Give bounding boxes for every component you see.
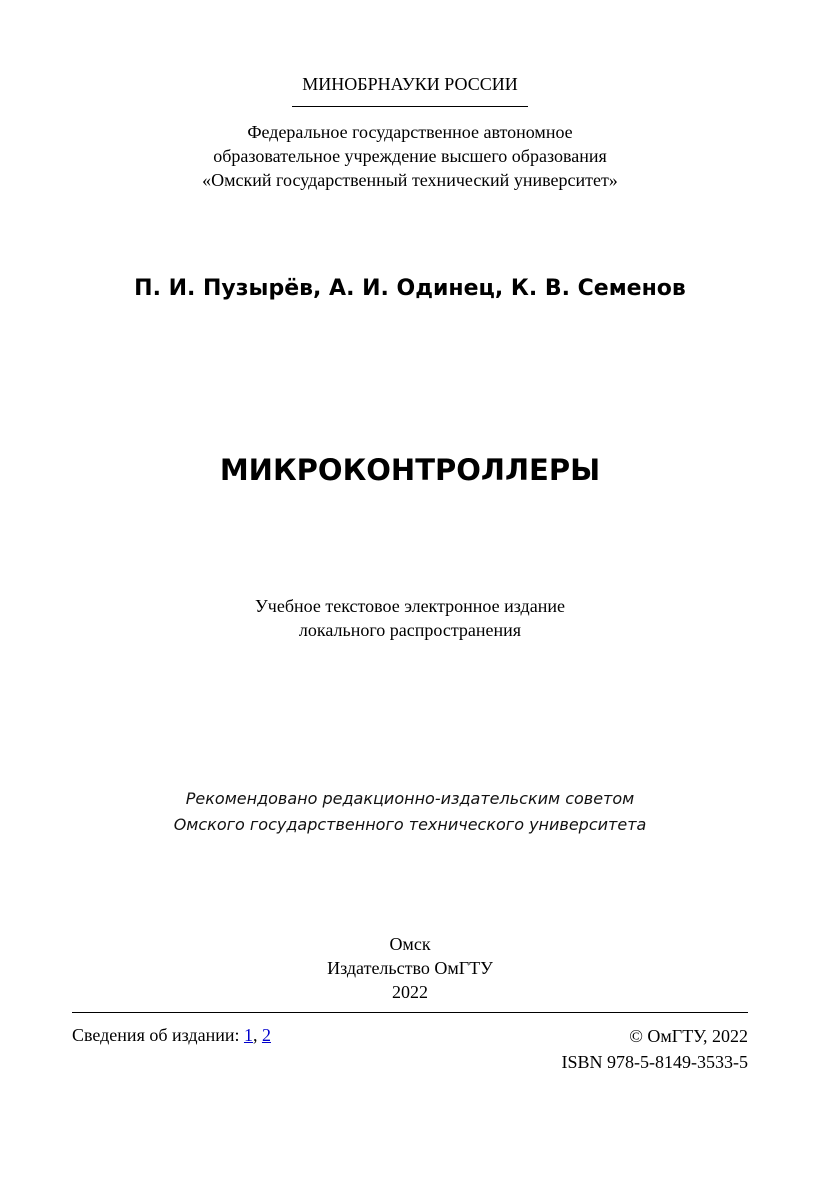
institution-line: «Омский государственный технический университет» [202, 170, 618, 190]
edition-info-link-2[interactable]: 2 [261, 1025, 271, 1045]
footer-divider [72, 1012, 748, 1013]
ministry-underline [292, 106, 528, 107]
institution-line: Федеральное государственное автономное [247, 122, 573, 142]
edition-type [0, 594, 820, 642]
edition-type-line: Учебное текстовое электронное издание [255, 596, 565, 616]
recommendation-line: Омского государственного технического университета [173, 815, 647, 834]
isbn: ISBN 978-5-8149-3533-5 [561, 1052, 748, 1072]
ministry-name: МИНОБРНАУКИ РОССИИ [302, 74, 518, 94]
imprint [0, 932, 820, 1004]
link-separator: , [252, 1025, 262, 1045]
copyright-block [562, 1023, 749, 1075]
institution-line: образовательное учреждение высшего образования [213, 146, 607, 166]
recommendation [0, 786, 820, 838]
imprint-year: 2022 [392, 982, 428, 1002]
edition-info [72, 1023, 271, 1047]
imprint-city: Омск [389, 934, 431, 954]
book-title: МИКРОКОНТРОЛЛЕРЫ [219, 453, 601, 487]
edition-type-line: локального распространения [298, 620, 522, 640]
edition-info-link-1[interactable]: 1 [243, 1025, 253, 1045]
copyright: © ОмГТУ, 2022 [629, 1026, 748, 1046]
authors: П. И. Пузырёв, А. И. Одинец, К. В. Семенов [134, 276, 686, 301]
edition-info-label: Сведения об издании: [72, 1025, 244, 1045]
imprint-publisher: Издательство ОмГТУ [327, 958, 493, 978]
recommendation-line: Рекомендовано редакционно-издательским советом [185, 789, 635, 808]
institution-block [0, 120, 820, 192]
